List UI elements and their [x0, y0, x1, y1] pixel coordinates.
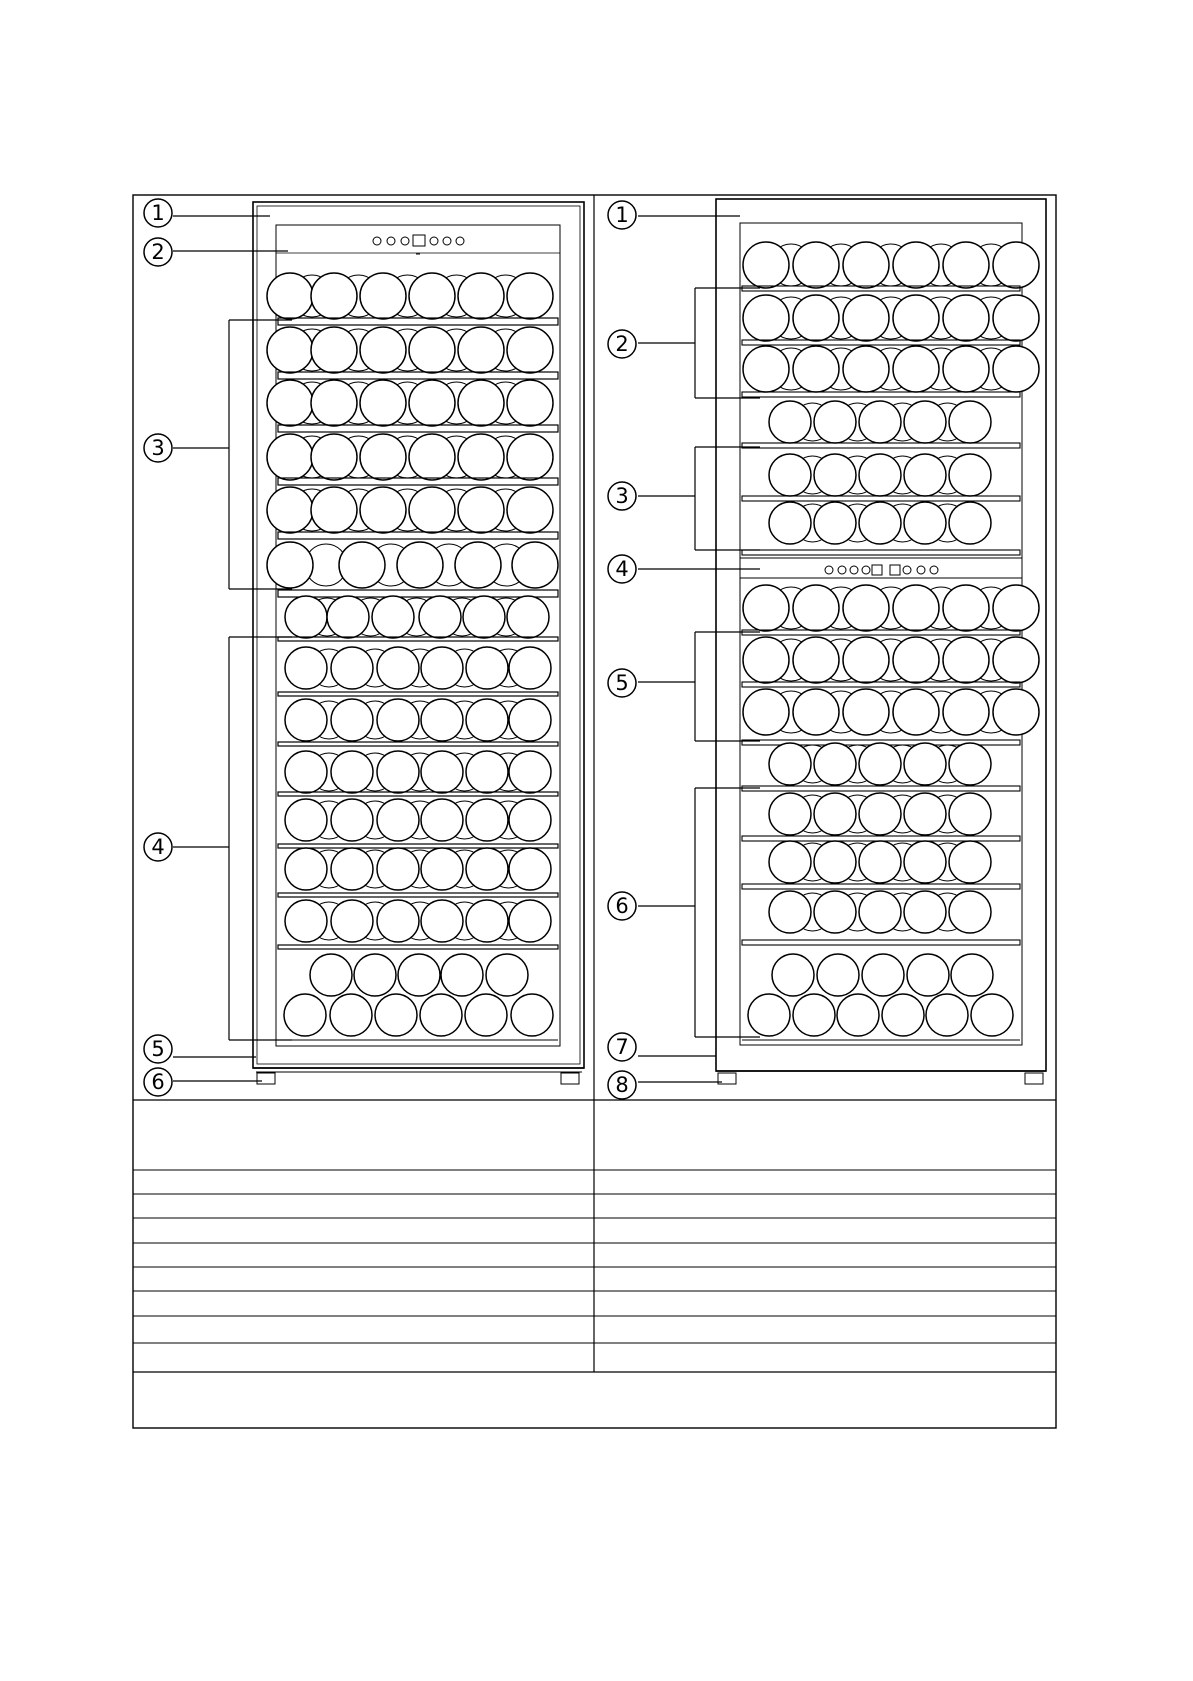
bottle-icon [421, 900, 463, 942]
bottle-icon [772, 954, 814, 996]
bottle-icon [743, 242, 789, 288]
bottle-icon [943, 585, 989, 631]
bottle-icon [377, 848, 419, 890]
bottle-icon [360, 273, 406, 319]
bottle-icon [943, 242, 989, 288]
bottle-icon [441, 954, 483, 996]
bottle-icon [743, 689, 789, 735]
shelf [742, 630, 1020, 635]
bottle-icon [466, 699, 508, 741]
bottle-icon [859, 841, 901, 883]
bottle-icon [331, 848, 373, 890]
bottle-icon [893, 346, 939, 392]
shelf [278, 532, 558, 539]
bottle-icon [904, 401, 946, 443]
callout-left-2 [144, 238, 172, 266]
control-button-icon [373, 237, 381, 245]
control-button-icon [430, 237, 438, 245]
bottle-icon [458, 273, 504, 319]
bottle-icon [793, 346, 839, 392]
bottle-icon [843, 585, 889, 631]
control-button-icon [443, 237, 451, 245]
bottle-icon [267, 327, 313, 373]
bottle-icon [949, 401, 991, 443]
shelf [278, 318, 558, 325]
bottle-icon [455, 542, 501, 588]
bottle-icon [814, 502, 856, 544]
bottle-icon [285, 900, 327, 942]
bottle-icon [993, 585, 1039, 631]
bottle-icon [904, 841, 946, 883]
bottle-icon [372, 596, 414, 638]
shelf [742, 884, 1020, 889]
bottle-icon [904, 793, 946, 835]
bottle-icon [949, 891, 991, 933]
control-button-icon [456, 237, 464, 245]
bottle-icon [311, 487, 357, 533]
bottle-icon [859, 454, 901, 496]
bottle-icon [409, 487, 455, 533]
bottle-icon [814, 454, 856, 496]
bottle-icon [330, 994, 372, 1036]
bottle-icon [284, 994, 326, 1036]
callout-number: 8 [615, 1073, 629, 1097]
control-button-icon [838, 566, 846, 574]
bottle-icon [993, 295, 1039, 341]
bottle-icon [893, 242, 939, 288]
bottle-icon [743, 295, 789, 341]
control-button-icon [387, 237, 395, 245]
shelf [278, 425, 558, 432]
bottle-icon [743, 585, 789, 631]
shelf [278, 372, 558, 379]
shelf [742, 940, 1020, 945]
shelf [278, 945, 558, 949]
callout-right-2 [608, 330, 636, 358]
callout-right-1 [608, 201, 636, 229]
shelf [278, 692, 558, 696]
bottle-icon [509, 848, 551, 890]
bottle-icon [377, 699, 419, 741]
bottle-icon [466, 751, 508, 793]
bottle-icon [509, 751, 551, 793]
bottle-icon [466, 647, 508, 689]
left-foot [561, 1073, 579, 1084]
bottle-icon [817, 954, 859, 996]
bottle-icon [904, 454, 946, 496]
shelf [278, 742, 558, 746]
bottle-icon [285, 799, 327, 841]
bottle-icon [859, 401, 901, 443]
bottle-icon [409, 273, 455, 319]
bottle-icon [904, 743, 946, 785]
callout-number: 4 [615, 557, 629, 581]
bottle-icon [507, 434, 553, 480]
bottle-icon [285, 596, 327, 638]
bottle-icon [907, 954, 949, 996]
bottle-icon [331, 799, 373, 841]
bottle-icon [949, 502, 991, 544]
callout-number: 4 [151, 835, 165, 859]
callout-right-8 [608, 1071, 636, 1099]
display-window [872, 565, 882, 575]
shelf [742, 496, 1020, 501]
callout-number: 3 [151, 436, 165, 460]
bottle-icon [769, 743, 811, 785]
callout-left-1 [144, 199, 172, 227]
bottle-icon [769, 401, 811, 443]
bottle-icon [509, 900, 551, 942]
callout-right-6 [608, 892, 636, 920]
bottle-icon [814, 793, 856, 835]
bottle-icon [377, 751, 419, 793]
shelf [278, 478, 558, 485]
bottle-icon [409, 434, 455, 480]
bottle-icon [943, 689, 989, 735]
bottle-icon [509, 699, 551, 741]
bottle-icon [398, 954, 440, 996]
bottle-icon [397, 542, 443, 588]
shelf [742, 340, 1020, 345]
bottle-icon [862, 954, 904, 996]
bottle-icon [793, 295, 839, 341]
shelf [742, 286, 1020, 291]
bottle-icon [793, 689, 839, 735]
bottle-icon [769, 502, 811, 544]
bottle-icon [377, 799, 419, 841]
bottle-icon [458, 487, 504, 533]
shelf [742, 836, 1020, 841]
shelf [278, 590, 558, 597]
bottle-icon [904, 502, 946, 544]
bottle-icon [409, 327, 455, 373]
bottle-icon [814, 891, 856, 933]
bottle-icon [793, 994, 835, 1036]
bottle-icon [507, 487, 553, 533]
bottle-icon [949, 454, 991, 496]
bottle-icon [421, 799, 463, 841]
bottle-icon [993, 242, 1039, 288]
bottle-icon [465, 994, 507, 1036]
bottle-icon [466, 900, 508, 942]
callout-number: 5 [615, 671, 629, 695]
shelf [278, 844, 558, 848]
bottle-icon [511, 994, 553, 1036]
bottle-icon [331, 751, 373, 793]
bottle-icon [420, 994, 462, 1036]
bottle-icon [943, 637, 989, 683]
bottle-icon [409, 380, 455, 426]
bottle-icon [814, 401, 856, 443]
callout-right-3 [608, 482, 636, 510]
bottle-icon [904, 891, 946, 933]
bottle-icon [421, 848, 463, 890]
control-button-icon [862, 566, 870, 574]
callout-left-5 [144, 1035, 172, 1063]
bottle-icon [331, 647, 373, 689]
bottle-icon [943, 295, 989, 341]
bottle-icon [793, 637, 839, 683]
bottle-icon [360, 327, 406, 373]
bottle-icon [843, 689, 889, 735]
bottle-icon [843, 295, 889, 341]
callout-number: 1 [615, 203, 629, 227]
bottle-icon [507, 327, 553, 373]
bottle-icon [360, 487, 406, 533]
bottle-icon [859, 891, 901, 933]
bottle-icon [360, 380, 406, 426]
callout-left-6 [144, 1068, 172, 1096]
bottle-icon [310, 954, 352, 996]
bottle-icon [311, 327, 357, 373]
bottle-icon [311, 434, 357, 480]
bottle-icon [748, 994, 790, 1036]
bottle-icon [419, 596, 461, 638]
bottle-icon [769, 454, 811, 496]
bottle-icon [837, 994, 879, 1036]
callout-left-3 [144, 434, 172, 462]
callout-number: 3 [615, 484, 629, 508]
bottle-icon [458, 380, 504, 426]
callout-right-5 [608, 669, 636, 697]
bottle-icon [926, 994, 968, 1036]
callout-number: 1 [151, 201, 165, 225]
bottle-icon [354, 954, 396, 996]
shelf [742, 682, 1020, 687]
bottle-icon [949, 743, 991, 785]
bottle-icon [993, 637, 1039, 683]
bottle-icon [327, 596, 369, 638]
bottle-icon [375, 994, 417, 1036]
bottle-icon [893, 637, 939, 683]
bottle-icon [512, 542, 558, 588]
shelf [742, 392, 1020, 397]
bottle-icon [331, 699, 373, 741]
bottle-icon [285, 647, 327, 689]
bottle-icon [793, 242, 839, 288]
bottle-icon [267, 542, 313, 588]
left-cabinet-single-zone [253, 202, 584, 1084]
bottle-icon [843, 346, 889, 392]
bottle-icon [507, 273, 553, 319]
bottle-icon [993, 346, 1039, 392]
callout-number: 6 [615, 894, 629, 918]
bottle-icon [893, 295, 939, 341]
bottle-icon [507, 596, 549, 638]
bottle-icon [814, 743, 856, 785]
bottle-icon [466, 799, 508, 841]
shelf [742, 786, 1020, 791]
callout-number: 5 [151, 1037, 165, 1061]
bottle-icon [859, 743, 901, 785]
callout-number: 7 [615, 1035, 629, 1059]
bottle-icon [466, 848, 508, 890]
bottle-icon [949, 793, 991, 835]
bottle-icon [793, 585, 839, 631]
bottle-icon [285, 751, 327, 793]
callout-number: 6 [151, 1070, 165, 1094]
bottle-icon [331, 900, 373, 942]
callout-number: 2 [615, 332, 629, 356]
bottle-icon [267, 434, 313, 480]
bottle-icon [311, 380, 357, 426]
bottle-icon [458, 327, 504, 373]
bottle-icon [843, 242, 889, 288]
bottle-icon [360, 434, 406, 480]
bottle-icon [507, 380, 553, 426]
bottle-icon [814, 841, 856, 883]
bottle-icon [893, 585, 939, 631]
bottle-icon [743, 346, 789, 392]
bottle-icon [285, 699, 327, 741]
control-button-icon [401, 237, 409, 245]
bottle-icon [421, 647, 463, 689]
bottle-icon [285, 848, 327, 890]
bottle-icon [769, 891, 811, 933]
bottle-icon [949, 841, 991, 883]
bottle-icon [951, 954, 993, 996]
bottle-icon [463, 596, 505, 638]
bottle-icon [843, 637, 889, 683]
shelf [278, 637, 558, 641]
right-cabinet-dual-zone [716, 199, 1046, 1084]
callout-right-4 [608, 555, 636, 583]
left-foot [257, 1073, 275, 1084]
bottle-icon [509, 799, 551, 841]
control-button-icon [930, 566, 938, 574]
callout-number: 2 [151, 240, 165, 264]
bottle-icon [377, 647, 419, 689]
control-button-icon [825, 566, 833, 574]
bottle-icon [421, 751, 463, 793]
bottle-icon [377, 900, 419, 942]
right-foot [1025, 1073, 1043, 1084]
bottle-icon [993, 689, 1039, 735]
bottle-icon [311, 273, 357, 319]
control-button-icon [903, 566, 911, 574]
bottle-icon [882, 994, 924, 1036]
shelf [742, 550, 1020, 555]
display-window [413, 235, 425, 246]
shelf [278, 893, 558, 897]
control-button-icon [917, 566, 925, 574]
bottle-icon [267, 380, 313, 426]
callout-left-4 [144, 833, 172, 861]
bottle-icon [421, 699, 463, 741]
bottle-icon [743, 637, 789, 683]
bottle-icon [769, 793, 811, 835]
shelf [278, 792, 558, 796]
bottle-icon [509, 647, 551, 689]
control-button-icon [850, 566, 858, 574]
bottle-icon [267, 487, 313, 533]
bottle-icon [486, 954, 528, 996]
bottle-icon [893, 689, 939, 735]
bottle-icon [458, 434, 504, 480]
bottle-icon [971, 994, 1013, 1036]
bottle-icon [859, 502, 901, 544]
bottle-icon [859, 793, 901, 835]
shelf [742, 443, 1020, 448]
bottle-icon [769, 841, 811, 883]
display-window [890, 565, 900, 575]
bottle-icon [943, 346, 989, 392]
callout-right-7 [608, 1033, 636, 1061]
bottle-icon [339, 542, 385, 588]
bottle-icon [267, 273, 313, 319]
